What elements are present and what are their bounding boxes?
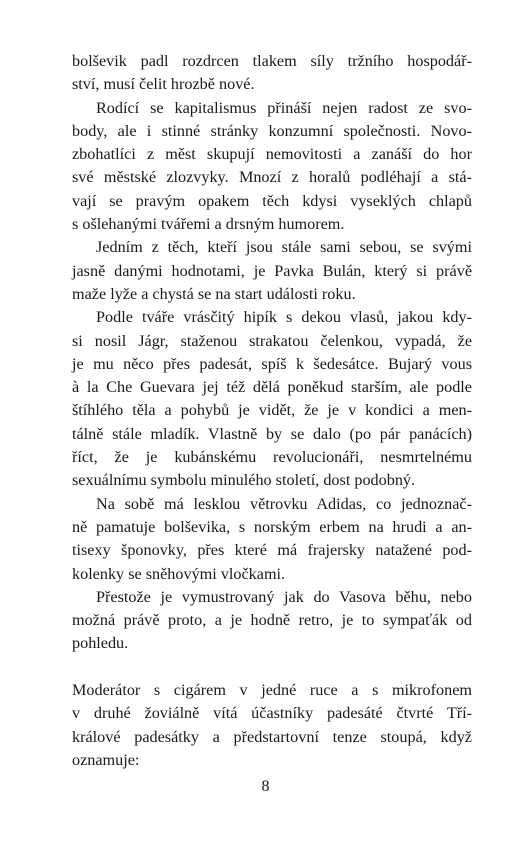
paragraph xyxy=(72,50,472,97)
text-line: pohledu. xyxy=(72,634,129,653)
text-line: sexuálnímu symbolu minulého století, dost podobný. xyxy=(72,471,416,490)
text-line: Přestože je vymustrovaný jak do Vasova běhu, nebo xyxy=(96,587,472,606)
text-line: s ošlehanými tvářemi a drsným humorem. xyxy=(72,215,345,234)
text-line: oznamuje: xyxy=(72,750,140,769)
text-line: maže lyže a chystá se na start události roku. xyxy=(72,284,356,303)
section-break xyxy=(72,656,472,679)
text-line: ně pamatuje bolševika, s norským erbem na hrudi a an- xyxy=(72,517,472,536)
text-line: à la Che Guevara jej též dělá poněkud starším, ale podle xyxy=(72,378,472,397)
text-line: své městské zlozvyky. Mnozí z horalů podléhají a stá- xyxy=(72,168,472,187)
text-line: Moderátor s cigárem v jedné ruce a s mikrofonem xyxy=(72,681,472,700)
paragraph xyxy=(72,97,472,237)
text-line: vají se pravým opakem těch kdysi vyseklých chlapů xyxy=(72,191,472,210)
text-line: možná právě proto, a je hodně retro, je to sympaťák od xyxy=(72,611,472,630)
text-line: zbohatlíci z měst skupují nemovitosti a zanáší do hor xyxy=(72,145,472,164)
text-line: Jedním z těch, kteří jsou stále sami sebou, se svými xyxy=(96,238,472,257)
text-line: v druhé žoviálně vítá účastníky padesáté čtvrté Tří- xyxy=(72,704,472,723)
text-line: body, ale i stinné stránky konzumní společnosti. Novo- xyxy=(72,121,472,140)
text-line: jasně danými hodnotami, je Pavka Bulán, který si právě xyxy=(72,261,472,280)
text-line: tálně stále mladík. Vlastně by se dalo (po pár panácích) xyxy=(72,424,472,443)
page-body xyxy=(72,50,472,772)
page-number: 8 xyxy=(261,778,270,795)
text-line: si nosil Jágr, staženou strakatou čelenkou, vypadá, že xyxy=(72,331,472,350)
text-line: tisexy šponovky, přes které má frajersky natažené pod- xyxy=(72,541,472,560)
paragraph xyxy=(72,586,472,656)
text-line: Rodící se kapitalismus přináší nejen radost ze svo- xyxy=(96,98,472,117)
text-line: Na sobě má lesklou větrovku Adidas, co jednoznač- xyxy=(96,494,472,513)
paragraph xyxy=(72,236,472,306)
text-line: je mu něco přes padesát, spíš k šedesátce. Bujarý vous xyxy=(72,354,472,373)
text-line: Podle tváře vrásčitý hipík s dekou vlasů, jakou kdy- xyxy=(96,308,472,327)
paragraph xyxy=(72,679,472,772)
paragraph xyxy=(72,306,472,492)
text-line: králové padesátky a předstartovní tenze stoupá, když xyxy=(72,727,472,746)
text-line: kolenky se sněhovými vločkami. xyxy=(72,564,286,583)
text-line: bolševik padl rozdrcen tlakem síly tržního hospodář- xyxy=(72,52,472,70)
text-line: štíhlého těla a pohybů je vidět, že je v kondici a men- xyxy=(72,401,472,420)
paragraph xyxy=(72,493,472,586)
text-line: říct, že je kubánskému revolucionáři, nesmrtelnému xyxy=(72,448,472,467)
text-line: ství, musí čelit hrozbě nové. xyxy=(72,75,255,94)
